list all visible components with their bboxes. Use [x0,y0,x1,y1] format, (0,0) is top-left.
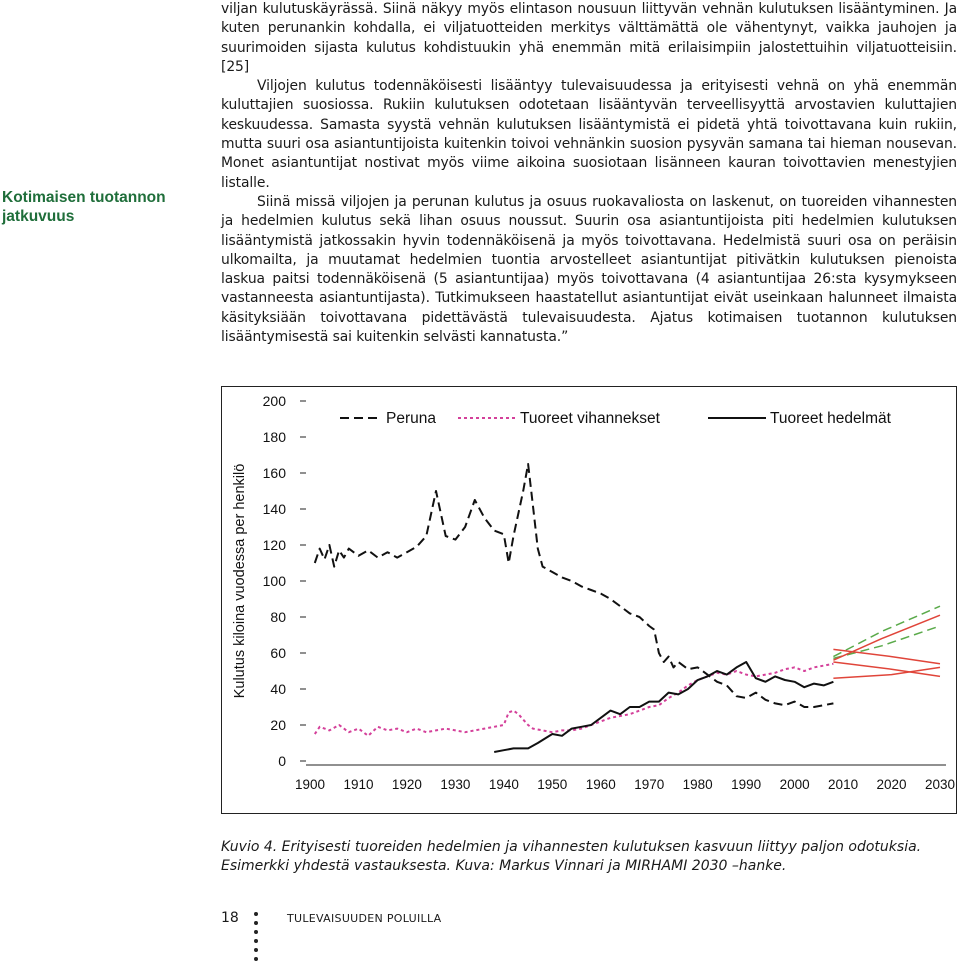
y-tick-label: 40 [270,681,286,697]
body-text [221,0,957,347]
series-line [494,662,833,752]
legend-label: Peruna [386,410,436,427]
x-tick-label: 1930 [440,777,471,792]
forecast-line [833,606,940,656]
y-tick-label: 60 [270,645,286,661]
y-tick-label: 20 [270,717,286,733]
x-tick-label: 1970 [634,777,665,792]
consumption-chart [222,387,958,815]
paragraph: viljan kulutuskäyrässä. Siinä näkyy myös elintason nousuun liittyvän vehnän kulutuksen lisääntyminen. Ja kuten perunankin kohdalla, ei viljatuotteiden merkitys välttämättä ole vähentynyt, vaikka jauhojen ja suurimoiden sijasta kulutus kohdistuukin yhä enemmän mitä erilaisimpiin jalostettuihin viljatuotteisiin. [25] [221,1,957,75]
page-number: 18 [221,910,239,926]
x-tick-label: 1920 [391,777,422,792]
y-tick-label: 0 [278,753,286,769]
x-tick-label: 1990 [731,777,762,792]
series-line [315,664,834,736]
x-tick-label: 2000 [779,777,810,792]
x-tick-label: 2030 [924,777,956,792]
chart-frame [221,386,957,814]
section-side-title: Kotimaisen tuotannon jatkuvuus [2,189,166,225]
forecast-line [833,649,940,663]
legend-label: Tuoreet vihannekset [520,410,660,427]
footer-dots-decoration [254,912,260,966]
y-tick-label: 200 [262,393,286,409]
series-line [315,464,834,707]
x-tick-label: 1960 [585,777,616,792]
x-tick-label: 1950 [537,777,568,792]
paragraph: Siinä missä viljojen ja perunan kulutus ja osuus ruokavaliosta on laskenut, on tuoreiden vihannesten ja hedelmien kulutus sekä lihan osuus noussut. Suurin osa asiantuntijoista piti hedelmien kulutuksen lisääntymistä jatkossakin hyvin todennäköisenä ja myös toivottavana. Hedelmistä suuri osa on peräisin ulkomailta, ja muutamat hedelmien tuontia arvostelleet asiantuntijat pitivätkin kulutuksen pienoista laskua paitsi todennäköisenä (5 asiantuntijaa) myös toivottavana (4 asiantuntijaa 26:sta kysymykseen vastanneesta asiantuntijasta). Tutkimukseen haastatellut asiantuntijat eivät useinkaan halunneet ilmaista käsityksiään toivottavana pidettävästä tulevaisuudesta. Ajatus kotimaisen tuotannon kulutuksen lisääntymisestä sai kuitenkin selvästi kannatusta.” [221,193,957,346]
y-tick-label: 100 [262,573,286,589]
y-axis-label: Kulutus kiloina vuodessa per henkilö [232,463,248,699]
paragraph: Viljojen kulutus todennäköisesti lisääntyy tulevaisuudessa ja erityisesti vehnä on yhä enemmän kuluttajien suosiossa. Rukiin kulutuksen odotetaan lisääntyvän terveellisyyttä arvostavien kuluttajien keskuudessa. Samasta syystä vehnän kulutuksen lisääntymistä ei pidetä yhtä toivottavana kuin rukiin, mutta suuri osa asiantuntijoista kuitenkin toivoi vehnänkin suosion pysyvän samana tai hieman nousevan. Monet asiantuntijat nostivat myös viime aikoina suosiotaan lisänneen kauran toivottavien menestyjien listalle. [221,78,957,191]
y-tick-label: 180 [262,429,286,445]
y-tick-label: 80 [270,609,286,625]
footer-label: TULEVAISUUDEN POLUILLA [287,912,442,925]
x-tick-label: 1940 [488,777,519,792]
y-tick-label: 140 [262,501,286,517]
y-tick-label: 120 [262,537,286,553]
x-tick-label: 1900 [294,777,326,792]
x-tick-label: 1980 [682,777,713,792]
forecast-line [833,615,940,660]
y-tick-label: 160 [262,465,286,481]
x-tick-label: 2020 [876,777,907,792]
x-tick-label: 1910 [343,777,374,792]
figure-caption: Kuvio 4. Erityisesti tuoreiden hedelmien ja vihannesten kulutuksen kasvuun liittyy paljon odotuksia. Esimerkki yhdestä vastauksesta. Kuva: Markus Vinnari ja MIRHAMI 2030 –hanke. [221,839,922,874]
legend-label: Tuoreet hedelmät [770,410,891,427]
x-tick-label: 2010 [828,777,859,792]
